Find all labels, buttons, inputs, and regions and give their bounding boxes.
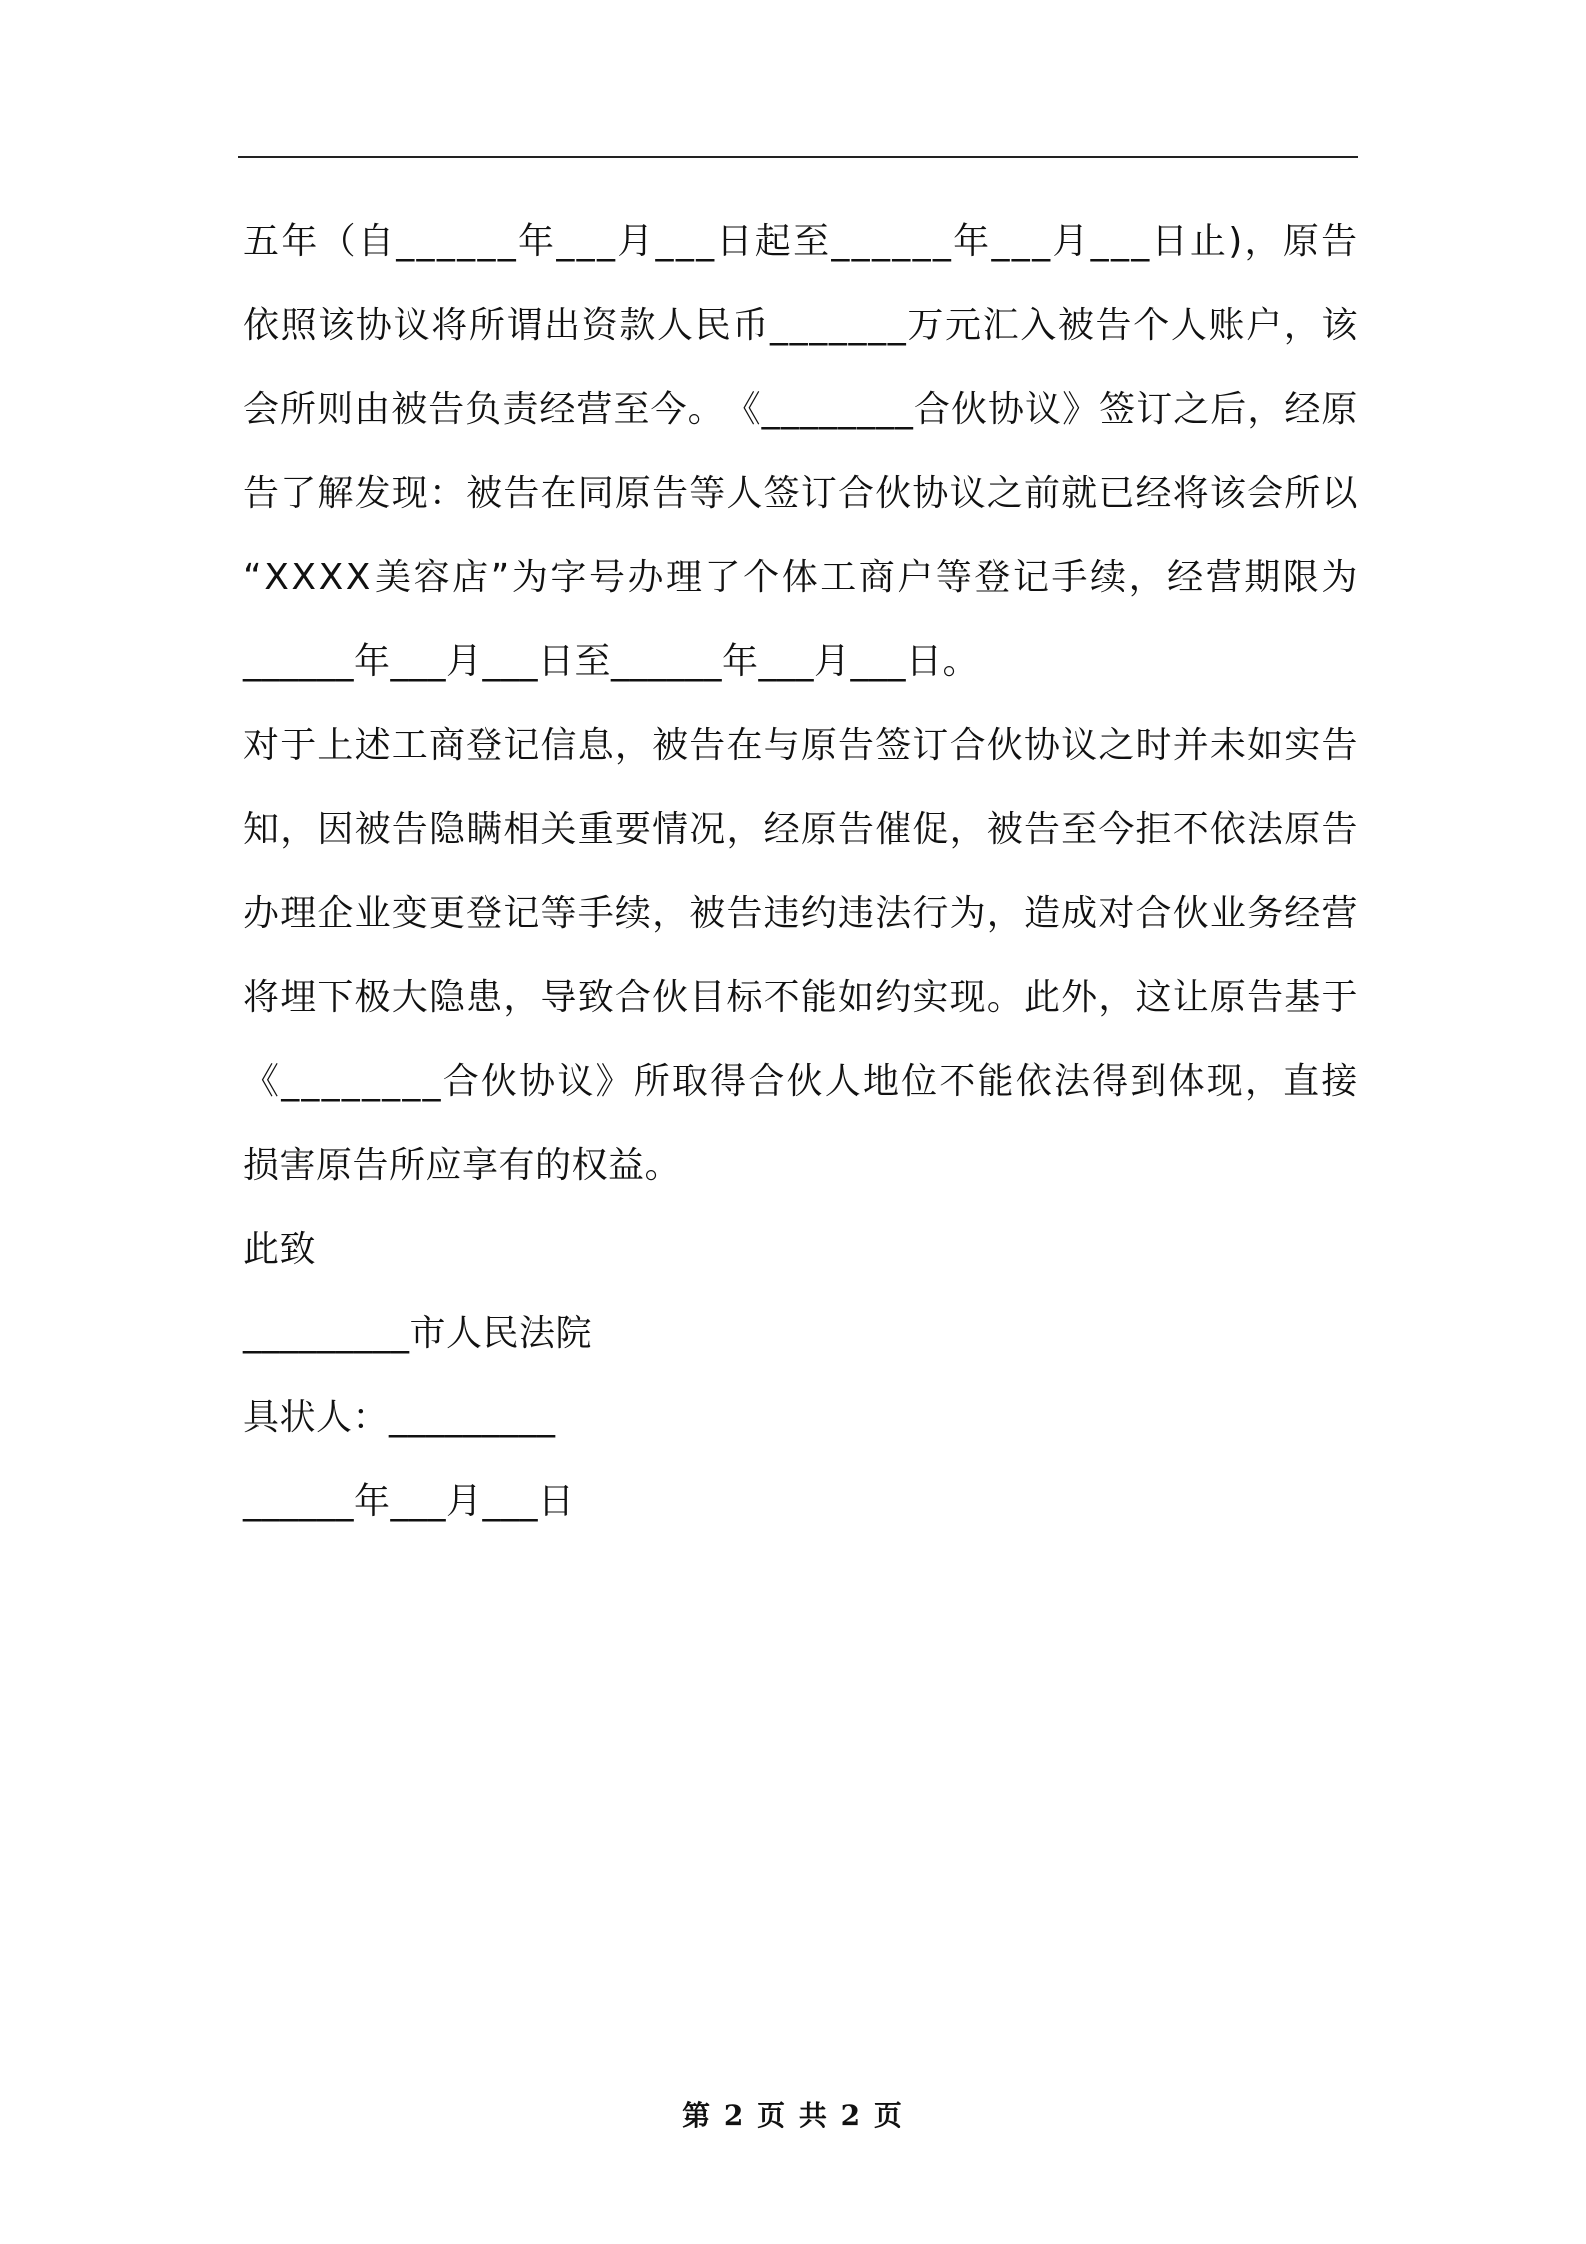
body-line-12: 损害原告所应享有的权益。 <box>243 1145 682 1186</box>
body-line-5: “ X X X X 美 容 店 ” 为 字 号 办 理 了 个 体 工 商 户 等 登 记 手 续 ， 经 营 期 限 为 <box>243 557 1358 598</box>
body-line-2: 依 照 该 协 议 将 所 谓 出 资 款 人 民 币 _ _ _ _ _ _ _ 万 元 汇 入 被 告 个 人 账 户 ， 该 <box>243 305 1358 346</box>
plaintiff-signature-line: 具状人：_________ <box>243 1397 556 1438</box>
page-number-footer: 第 2 页 共 2 页 <box>682 2099 904 2132</box>
body-line-1: 五 年 （ 自 _ _ _ _ _ _ 年 _ _ _ 月 _ _ _ 日 起 至 _ _ _ _ _ _ 年 _ _ _ 月 _ _ _ 日 止 ) ， 原 告 <box>243 221 1358 262</box>
body-line-3: 会 所 则 由 被 告 负 责 经 营 至 今 。 《 _ _ _ _ _ _ _ _ 合 伙 协 议 》 签 订 之 后 ， 经 原 <box>243 389 1358 430</box>
body-line-9: 办 理 企 业 变 更 登 记 等 手 续 ， 被 告 违 约 违 法 行 为 ， 造 成 对 合 伙 业 务 经 营 <box>243 893 1358 934</box>
header-rule <box>238 156 1358 158</box>
body-line-8: 知 ， 因 被 告 隐 瞒 相 关 重 要 情 况 ， 经 原 告 催 促 ， 被 告 至 今 拒 不 依 法 原 告 <box>243 809 1358 850</box>
court-name-line: _________市人民法院 <box>243 1313 593 1354</box>
body-line-11: 《 _ _ _ _ _ _ _ _ 合 伙 协 议 》 所 取 得 合 伙 人 地 位 不 能 依 法 得 到 体 现 ， 直 接 <box>243 1061 1358 1102</box>
date-line: ______年___月___日 <box>243 1481 575 1522</box>
body-line-10: 将 埋 下 极 大 隐 患 ， 导 致 合 伙 目 标 不 能 如 约 实 现 。 此 外 ， 这 让 原 告 基 于 <box>243 977 1358 1018</box>
body-line-7: 对 于 上 述 工 商 登 记 信 息 ， 被 告 在 与 原 告 签 订 合 伙 协 议 之 时 并 未 如 实 告 <box>243 725 1358 766</box>
document-body <box>243 200 1358 1544</box>
body-line-6: ______年___月___日至______年___月___日。 <box>243 641 980 682</box>
body-line-4: 告 了 解 发 现 ： 被 告 在 同 原 告 等 人 签 订 合 伙 协 议 之 前 就 已 经 将 该 会 所 以 <box>243 473 1358 514</box>
salutation: 此致 <box>243 1229 317 1270</box>
